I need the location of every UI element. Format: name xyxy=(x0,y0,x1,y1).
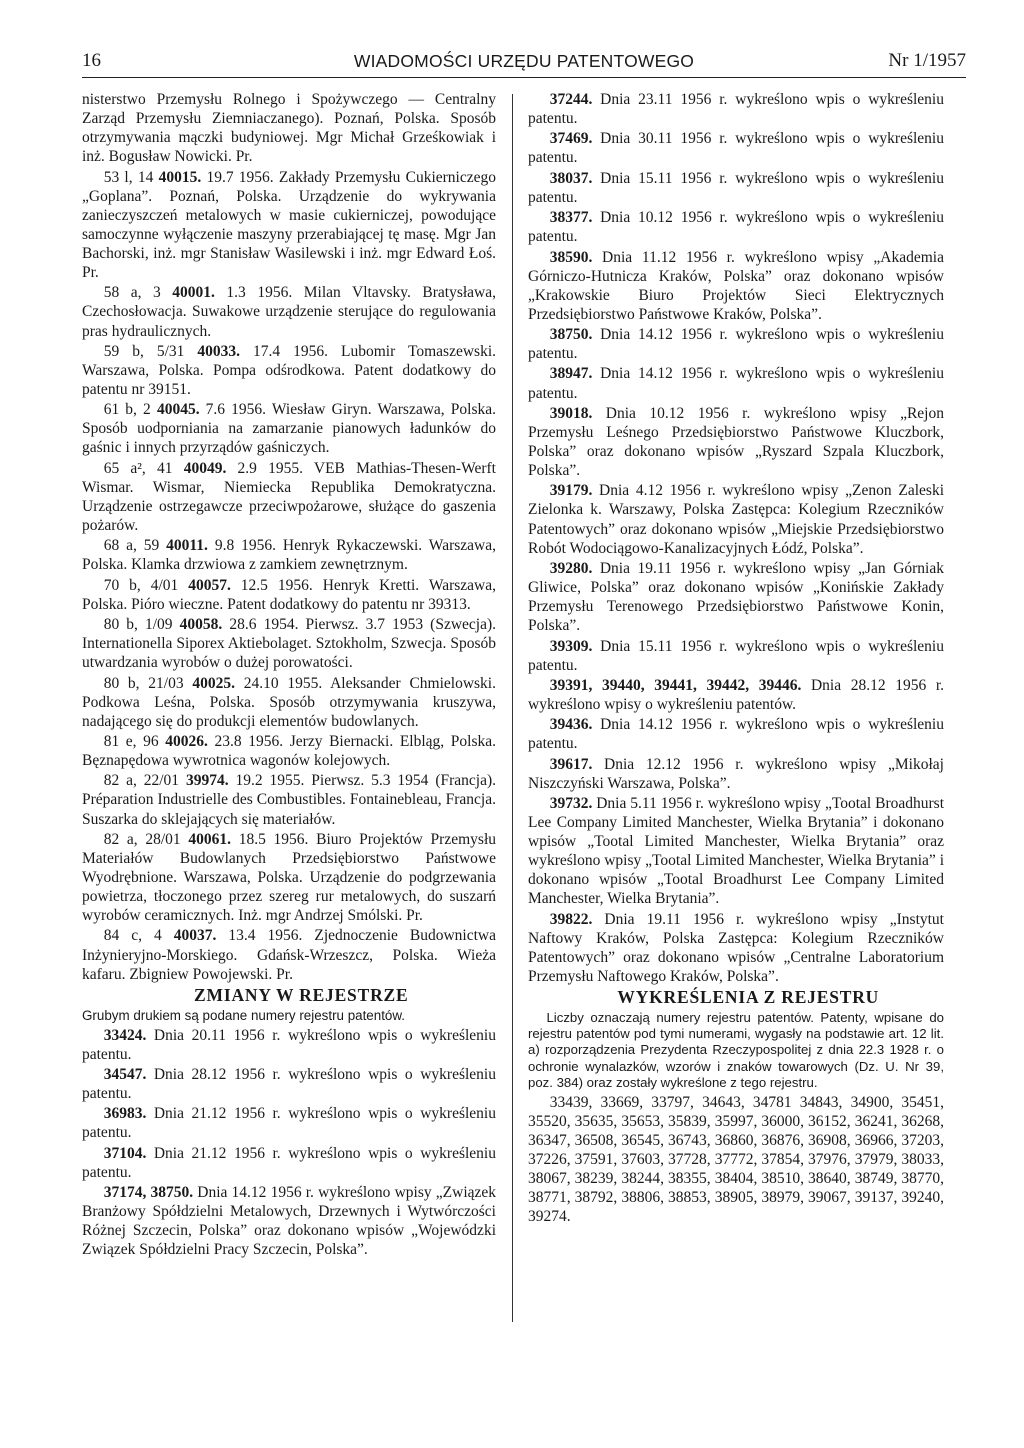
entry-text: Dnia 10.12 1956 r. wykreślono wpisy „Rejon Przemysłu Leśnego Przedsiębiorstwo Państwowe Kluczbork, Polska” oraz dokonano wpisów „Ryszard Szpala Kluczbork, Polska”. xyxy=(528,404,944,480)
entry-text: Dnia 14.12 1956 r. wykreślono wpis o wykreśleniu patentu. xyxy=(528,365,944,402)
patent-number: 38590. xyxy=(549,248,593,266)
patent-class: 82 a, 22/01 xyxy=(103,772,186,790)
change-entry xyxy=(82,1065,496,1103)
change-entry xyxy=(528,755,944,793)
entry-text: Dnia 21.12 1956 r. wykreślono wpis o wykreśleniu patentu. xyxy=(82,1105,496,1142)
change-entry xyxy=(528,637,944,675)
left-column xyxy=(82,90,496,1261)
patent-number: 40001. xyxy=(172,284,215,302)
entry-text: Dnia 12.12 1956 r. wykreślono wpisy „Mikołaj Niszczyński Warszawa, Polska”. xyxy=(528,755,944,792)
patent-entry xyxy=(82,459,496,535)
entry-text: 18.5 1956. Biuro Projektów Przemysłu Materiałów Budowlanych Przedsiębiorstwo Państwowe Wyodrębnione. Warszawa, Polska. Urządzenie do podgrzewania powietrza, tłoczonego przez szereg rur metalowych, do suszarń wyrobów ceramicznych. Inż. mgr Andrzej Smólski. Pr. xyxy=(82,830,496,925)
patent-entry xyxy=(82,674,496,731)
entry-text: 17.4 1956. Lubomir Tomaszewski. Warszawa, Polska. Pompa odśrodkowa. Patent dodatkowy do patentu nr 39151. xyxy=(82,342,497,398)
patent-number: 38750. xyxy=(549,326,593,344)
patent-entry xyxy=(82,926,496,983)
entry-text: 12.5 1956. Henryk Kretti. Warszawa, Polska. Pióro wieczne. Patent dodatkowy do patentu nr 39313. xyxy=(82,576,496,613)
patent-class: 80 b, 21/03 xyxy=(103,674,193,692)
change-entry xyxy=(528,481,944,557)
patent-number: 39732. xyxy=(549,795,593,812)
patent-number: 40011. xyxy=(166,537,208,555)
change-entry xyxy=(528,325,944,363)
entry-text: 7.6 1956. Wiesław Giryn. Warszawa, Polska. Sposób uodporniania na zamarzanie pianowych ładunków do gaśnic i innych przyrządów gaśniczych. xyxy=(82,401,497,457)
column-divider xyxy=(512,94,513,1322)
patent-entry xyxy=(82,771,496,828)
patent-number: 39179. xyxy=(549,482,593,500)
patent-number: 38377. xyxy=(549,209,593,227)
change-entry xyxy=(528,910,944,986)
entry-text: Dnia 20.11 1956 r. wykreślono wpis o wykreśleniu patentu. xyxy=(82,1026,496,1063)
entry-text: Dnia 11.12 1956 r. wykreślono wpisy „Akademia Górniczo-Hutnicza Kraków, Polska” oraz dokonano wpisów „Krakowskie Biuro Projektów Sieci Elektrycznych Przedsiębiorstwo Państwowe Kraków, Polska”. xyxy=(528,248,944,323)
changes-subtitle: Grubym drukiem są podane numery rejestru patentów. xyxy=(82,1008,406,1024)
entry-text: Dnia 28.12 1956 r. wykreślono wpisy o wykreśleniu patentów. xyxy=(528,676,944,713)
journal-title: WIADOMOŚCI URZĘDU PATENTOWEGO xyxy=(353,51,695,71)
entry-text: Dnia 10.12 1956 r. wykreślono wpis o wykreśleniu patentu. xyxy=(528,209,944,246)
patent-number: 40049. xyxy=(183,459,227,477)
entry-text: Dnia 4.12 1956 r. wykreślono wpisy „Zenon Zaleski Zielonka k. Warszawy, Polska Zastępca: Kolegium Rzeczników Patentowych” oraz dokonano wpisów „Miejskie Przedsiębiorstwo Robót Wodociągowo-Kanalizacyjnych Łódź, Polska”. xyxy=(528,482,944,557)
issue-number: Nr 1/1957 xyxy=(888,50,966,71)
patent-number: 40057. xyxy=(188,576,231,594)
entry-text: Dnia 15.11 1956 r. wykreślono wpis o wykreśleniu patentu. xyxy=(528,169,944,206)
change-entry xyxy=(82,1104,496,1142)
patent-entry xyxy=(82,732,496,770)
patent-entry xyxy=(82,615,496,672)
patent-number: 40058. xyxy=(179,616,223,634)
entry-text: Dnia 30.11 1956 r. wykreślono wpis o wykreśleniu patentu. xyxy=(528,130,944,167)
page-header xyxy=(82,46,966,76)
patent-number: 39974. xyxy=(185,772,229,790)
patent-entry xyxy=(82,400,496,457)
change-entry xyxy=(528,169,944,207)
patent-number: 37174, 38750. xyxy=(103,1184,194,1202)
patent-number: 39436. xyxy=(549,716,593,734)
change-entry xyxy=(82,1183,496,1259)
deletions-note: Liczby oznaczają numery rejestru patentów. Patenty, wpisane do rejestru patentów pod tymi numerami, wygasły na podstawie art. 12 lit. a) rozporządzenia Prezydenta Rzeczypospolitej z dnia 22.3 1928 r. o ochronie wynalazków, wzorów i znaków towarowych (Dz. U. Nr 39, poz. 384) oraz zostały wykreślone z tego rejestru. xyxy=(528,1009,944,1091)
patent-class: 53 l, 14 xyxy=(103,168,159,186)
patent-number: 33424. xyxy=(103,1026,147,1044)
change-entry xyxy=(528,129,944,167)
entry-text: 23.8 1956. Jerzy Biernacki. Elbląg, Polska. Bęznapędowa wywrotnica wagonów kolejowych. xyxy=(82,732,496,770)
entry-text: Dnia 14.12 1956 r. wykreślono wpis o wykreśleniu patentu. xyxy=(528,326,944,363)
entry-text: Dnia 28.12 1956 r. wykreślono wpis o wykreśleniu patentu. xyxy=(82,1065,496,1102)
entry-text: Dnia 14.12 1956 r. wykreślono wpis o wykreśleniu patentu. xyxy=(528,716,944,753)
entry-text: 2.9 1955. VEB Mathias-Thesen-Werft Wismar. Wismar, Niemiecka Republika Demokratyczna. Urządzenie ostrzegawcze przeciwpożarowe, służące do gaszenia pożarów. xyxy=(82,459,496,534)
patent-class: 82 a, 28/01 xyxy=(103,830,189,848)
patent-entry xyxy=(82,90,496,166)
patent-number: 40026. xyxy=(165,732,208,750)
entry-text: Dnia 23.11 1956 r. wykreślono wpis o wykreśleniu patentu. xyxy=(528,91,944,128)
patent-number: 38947. xyxy=(549,365,593,383)
patent-entry xyxy=(82,536,496,574)
patent-number: 38037. xyxy=(549,169,593,187)
entry-text: 19.2 1955. Pierwsz. 5.3 1954 (Francja). Préparation Industrielle des Combustibles. Fontainebleau, Francja. Suszarka do sklejających się materiałów. xyxy=(82,772,497,828)
entry-text: Dnia 14.12 1956 r. wykreślono wpisy „Związek Branżowy Spółdzielni Metalowych, Drzewnych i Wytwórczości Różnej Szczecin, Polska” oraz dokonano wpisów „Wojewódzki Związek Spółdzielni Pracy Szczecin, Polska”. xyxy=(82,1184,497,1259)
patent-class: 84 c, 4 xyxy=(103,927,174,945)
entry-text: Dnia 15.11 1956 r. wykreślono wpis o wykreśleniu patentu. xyxy=(528,637,944,674)
patent-number: 39309. xyxy=(549,637,593,655)
change-entry xyxy=(528,364,944,402)
deletions-heading: WYKREŚLENIA Z REJESTRU xyxy=(617,987,880,1008)
patent-class: 61 b, 2 xyxy=(103,401,157,419)
patent-number: 40045. xyxy=(156,401,200,419)
entry-text: Dnia 19.11 1956 r. wykreślono wpisy „Jan Górniak Gliwice, Polska” oraz dokonano wpisów „Konińskie Zakłady Przemysłu Terenowego Przedsiębiorstwo Państwowe Konin, Polska”. xyxy=(528,559,944,635)
change-entry xyxy=(528,715,944,753)
patent-number: 40025. xyxy=(192,674,235,692)
patent-number: 40033. xyxy=(197,342,241,360)
entry-text: Dnia 21.12 1956 r. wykreślono wpis o wykreśleniu patentu. xyxy=(82,1144,496,1181)
change-entry xyxy=(528,248,944,324)
patent-number: 39280. xyxy=(549,559,593,577)
patent-class: 70 b, 4/01 xyxy=(103,576,189,594)
patent-number: 39391, 39440, 39441, 39442, 39446. xyxy=(549,676,802,694)
patent-entry xyxy=(82,830,496,925)
deleted-patent-numbers: 33439, 33669, 33797, 34643, 34781 34843, 34900, 35451, 35520, 35635, 35653, 35839, 35997, 36000, 36152, 36241, 36268, 36347, 36508, 36545, 36743, 36860, 36876, 36908, 36966, 37203, 37226, 37591, 37603, 37728, 37772, 37854, 37976, 37979, 38033, 38067, 38239, 38244, 38355, 38404, 38510, 38640, 38749, 38770, 38771, 38792, 38806, 38853, 38905, 38979, 39067, 39137, 39240, 39274. xyxy=(528,1093,944,1226)
patent-class: 81 e, 96 xyxy=(103,732,166,750)
patent-number: 37104. xyxy=(103,1144,147,1162)
patent-entry xyxy=(82,576,496,614)
changes-heading: ZMIANY W REJESTRZE xyxy=(194,984,409,1005)
change-entry xyxy=(82,1026,496,1064)
change-entry xyxy=(528,559,944,635)
patent-number: 37244. xyxy=(549,91,593,108)
patent-class: 80 b, 1/09 xyxy=(103,616,180,634)
patent-class: 65 a², 41 xyxy=(103,459,184,477)
entry-text: Dnia 5.11 1956 r. wykreślono wpisy „Tootal Broadhurst Lee Company Limited Manchester, Wielka Brytania” i dokonano wpisów „Tootal Limited Manchester, Wielka Brytania” oraz wykreślono wpisy „Tootal Limited Manchester, Wielka Brytania” i dokonano wpisów „Tootal Broadhurst Lee Company Limited Manchester, Wielka Brytania”. xyxy=(528,795,944,908)
patent-entry xyxy=(82,168,496,283)
change-entry xyxy=(528,676,944,714)
change-entry xyxy=(528,90,944,128)
patent-number: 40037. xyxy=(173,927,217,945)
patent-number: 40015. xyxy=(158,168,202,186)
patent-number: 39617. xyxy=(549,755,593,773)
patent-number: 34547. xyxy=(103,1065,147,1083)
patent-number: 37469. xyxy=(549,130,593,148)
change-entry xyxy=(528,794,944,909)
patent-number: 39018. xyxy=(549,404,593,422)
patent-number: 36983. xyxy=(103,1105,147,1123)
patent-entry xyxy=(82,342,496,399)
change-entry xyxy=(528,404,944,480)
patent-number: 40061. xyxy=(188,830,231,848)
entry-text: nisterstwo Przemysłu Rolnego i Spożywczego — Centralny Zarząd Przemysłu Ziemniaczanego). Poznań, Polska. Sposób otrzymywania mączki budyniowej. Mgr Michał Grześkowiak i inż. Bogusław Nowicki. Pr. xyxy=(82,91,496,166)
change-entry xyxy=(528,208,944,246)
change-entry xyxy=(82,1144,496,1182)
patent-class: 68 a, 59 xyxy=(103,537,167,555)
patent-class: 59 b, 5/31 xyxy=(103,342,198,360)
patent-class: 58 a, 3 xyxy=(103,284,173,302)
entry-text: 13.4 1956. Zjednoczenie Budownictwa Inżynieryjno-Morskiego. Gdańsk-Wrzeszcz, Polska. Wieża kafaru. Zbigniew Powojewski. Pr. xyxy=(82,927,496,983)
page-number: 16 xyxy=(82,50,101,71)
entry-text: Dnia 19.11 1956 r. wykreślono wpisy „Instytut Naftowy Kraków, Polska Zastępca: Kolegium Rzeczników Patentowych” oraz dokonano wpisów „Centralne Laboratorium Przemysłu Naftowego Kraków, Polska”. xyxy=(528,910,944,986)
header-rule xyxy=(82,77,966,78)
right-column xyxy=(528,90,944,1228)
entry-text: 9.8 1956. Henryk Rykaczewski. Warszawa, Polska. Klamka drzwiowa z zamkiem zewnętrznym. xyxy=(82,537,496,574)
entry-text: 1.3 1956. Milan Vltavsky. Bratysława, Czechosłowacja. Suwakowe urządzenie sterujące do regulowania pras hydraulicznych. xyxy=(82,284,496,340)
patent-number: 39822. xyxy=(549,910,593,928)
entry-text: 19.7 1956. Zakłady Przemysłu Cukierniczego „Goplana”. Poznań, Polska. Urządzenie do wykrywania zanieczyszczeń metalowych w masie cukierniczej, powodujące samoczynne wyłączenie maszyny przerabiającej tę masę. Mgr Jan Bachorski, inż. mgr Stanisław Wasilewski i inż. mgr Edward Łoś. Pr. xyxy=(82,168,496,282)
patent-entry xyxy=(82,283,496,340)
entry-text: 28.6 1954. Pierwsz. 3.7 1953 (Szwecja). Internationella Siporex Aktiebolaget. Sztokholm, Szwecja. Sposób utwardzania wyrobów o dużej porowatości. xyxy=(82,616,496,672)
entry-text: 24.10 1955. Aleksander Chmielowski. Podkowa Leśna, Polska. Sposób otrzymywania kruszywa, nadającego się do produkcji elementów budowlanych. xyxy=(82,674,496,730)
